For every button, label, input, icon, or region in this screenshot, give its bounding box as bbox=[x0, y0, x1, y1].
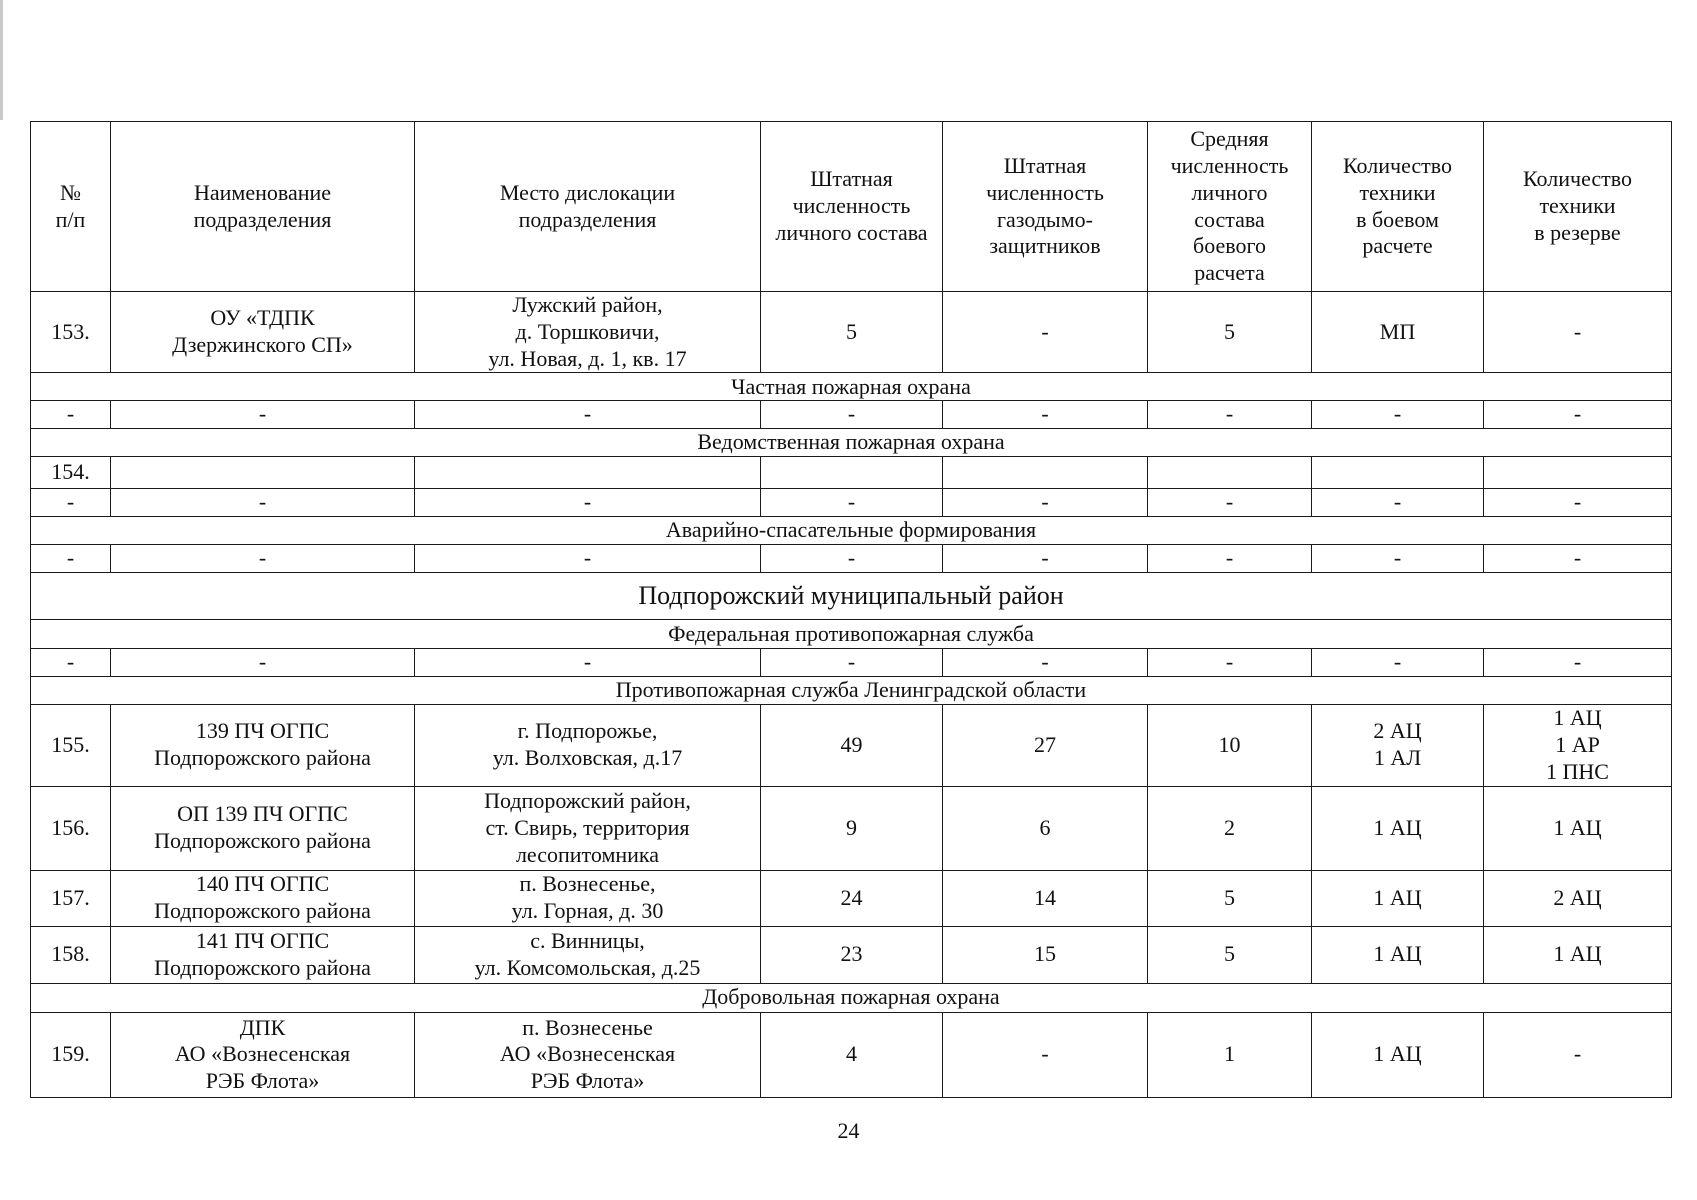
cell-location: - bbox=[415, 401, 761, 429]
cell-gas-smoke-protectors: - bbox=[943, 489, 1148, 517]
cell-unit-name: - bbox=[111, 489, 415, 517]
cell-unit-name: - bbox=[111, 545, 415, 573]
cell-location: - bbox=[415, 545, 761, 573]
section-header-row bbox=[31, 619, 1672, 648]
section-title: Частная пожарная охрана bbox=[31, 373, 1672, 401]
cell-average-crew: - bbox=[1148, 545, 1312, 573]
cell-location: с. Винницы, ул. Комсомольская, д.25 bbox=[415, 926, 761, 983]
district-title: Подпорожский муниципальный район bbox=[31, 572, 1672, 619]
fire-units-table bbox=[30, 121, 1672, 1098]
cell-unit-name: 140 ПЧ ОГПС Подпорожского района bbox=[111, 870, 415, 926]
cell-number: 154. bbox=[31, 457, 111, 489]
table-row bbox=[31, 870, 1672, 926]
cell-gas-smoke-protectors bbox=[943, 457, 1148, 489]
cell-unit-name: 141 ПЧ ОГПС Подпорожского района bbox=[111, 926, 415, 983]
cell-equipment-reserve: - bbox=[1484, 401, 1672, 429]
header-gas-smoke-protectors: Штатная численность газодымо- защитников bbox=[943, 122, 1148, 292]
header-equipment-reserve: Количество техники в резерве bbox=[1484, 122, 1672, 292]
cell-equipment-combat: 1 АЦ bbox=[1312, 1012, 1484, 1097]
section-title: Аварийно-спасательные формирования bbox=[31, 517, 1672, 545]
cell-location: п. Вознесенье, ул. Горная, д. 30 bbox=[415, 870, 761, 926]
cell-gas-smoke-protectors: - bbox=[943, 1012, 1148, 1097]
cell-equipment-combat: - bbox=[1312, 545, 1484, 573]
cell-unit-name: ОП 139 ПЧ ОГПС Подпорожского района bbox=[111, 786, 415, 870]
cell-location: Подпорожский район, ст. Свирь, территория лесопитомника bbox=[415, 786, 761, 870]
cell-location: - bbox=[415, 648, 761, 676]
table-row bbox=[31, 1012, 1672, 1097]
cell-number: 156. bbox=[31, 786, 111, 870]
cell-equipment-combat: 2 АЦ 1 АЛ bbox=[1312, 704, 1484, 786]
cell-gas-smoke-protectors: - bbox=[943, 292, 1148, 373]
cell-staff-count: - bbox=[761, 545, 943, 573]
cell-number: 159. bbox=[31, 1012, 111, 1097]
cell-average-crew: - bbox=[1148, 648, 1312, 676]
cell-equipment-reserve: - bbox=[1484, 292, 1672, 373]
cell-gas-smoke-protectors: 27 bbox=[943, 704, 1148, 786]
cell-staff-count: 9 bbox=[761, 786, 943, 870]
cell-number: - bbox=[31, 545, 111, 573]
table-row bbox=[31, 401, 1672, 429]
table-body bbox=[31, 292, 1672, 1098]
cell-equipment-combat: 1 АЦ bbox=[1312, 926, 1484, 983]
table-row bbox=[31, 648, 1672, 676]
cell-average-crew: 10 bbox=[1148, 704, 1312, 786]
cell-unit-name bbox=[111, 457, 415, 489]
cell-location: п. Вознесенье АО «Вознесенская РЭБ Флота» bbox=[415, 1012, 761, 1097]
header-unit-name: Наименование подразделения bbox=[111, 122, 415, 292]
cell-staff-count: - bbox=[761, 489, 943, 517]
cell-average-crew: 1 bbox=[1148, 1012, 1312, 1097]
cell-number: 157. bbox=[31, 870, 111, 926]
cell-staff-count: 24 bbox=[761, 870, 943, 926]
section-header-row bbox=[31, 983, 1672, 1012]
cell-equipment-reserve: 2 АЦ bbox=[1484, 870, 1672, 926]
cell-location: г. Подпорожье, ул. Волховская, д.17 bbox=[415, 704, 761, 786]
header-average-crew: Средняя численность личного состава боевого расчета bbox=[1148, 122, 1312, 292]
cell-equipment-combat: 1 АЦ bbox=[1312, 870, 1484, 926]
cell-number: - bbox=[31, 489, 111, 517]
cell-unit-name: 139 ПЧ ОГПС Подпорожского района bbox=[111, 704, 415, 786]
table-row bbox=[31, 457, 1672, 489]
header-staff-count: Штатная численность личного состава bbox=[761, 122, 943, 292]
cell-number: 155. bbox=[31, 704, 111, 786]
cell-staff-count: 23 bbox=[761, 926, 943, 983]
cell-equipment-reserve: 1 АЦ bbox=[1484, 786, 1672, 870]
cell-unit-name: ДПК АО «Вознесенская РЭБ Флота» bbox=[111, 1012, 415, 1097]
section-header-row bbox=[31, 373, 1672, 401]
cell-average-crew: - bbox=[1148, 489, 1312, 517]
cell-unit-name: ОУ «ТДПК Дзержинского СП» bbox=[111, 292, 415, 373]
table-row bbox=[31, 786, 1672, 870]
cell-number: - bbox=[31, 401, 111, 429]
header-equipment-combat: Количество техники в боевом расчете bbox=[1312, 122, 1484, 292]
table-row bbox=[31, 545, 1672, 573]
cell-unit-name: - bbox=[111, 401, 415, 429]
scan-edge-mark bbox=[0, 0, 3, 120]
table-header-row bbox=[31, 122, 1672, 292]
cell-gas-smoke-protectors: 14 bbox=[943, 870, 1148, 926]
section-header-row bbox=[31, 429, 1672, 457]
cell-average-crew: 2 bbox=[1148, 786, 1312, 870]
table-row bbox=[31, 489, 1672, 517]
cell-average-crew: 5 bbox=[1148, 292, 1312, 373]
cell-equipment-combat: МП bbox=[1312, 292, 1484, 373]
page-number: 24 bbox=[837, 1118, 860, 1143]
district-header-row bbox=[31, 572, 1672, 619]
cell-equipment-combat: 1 АЦ bbox=[1312, 786, 1484, 870]
section-title: Федеральная противопожарная служба bbox=[31, 619, 1672, 648]
table-row bbox=[31, 292, 1672, 373]
table-row bbox=[31, 926, 1672, 983]
cell-unit-name: - bbox=[111, 648, 415, 676]
cell-gas-smoke-protectors: - bbox=[943, 648, 1148, 676]
table-row bbox=[31, 704, 1672, 786]
cell-equipment-reserve bbox=[1484, 457, 1672, 489]
cell-equipment-combat: - bbox=[1312, 648, 1484, 676]
cell-staff-count: 4 bbox=[761, 1012, 943, 1097]
cell-gas-smoke-protectors: - bbox=[943, 545, 1148, 573]
section-title: Противопожарная служба Ленинградской области bbox=[31, 676, 1672, 704]
cell-average-crew: - bbox=[1148, 401, 1312, 429]
header-number: № п/п bbox=[31, 122, 111, 292]
cell-equipment-reserve: - bbox=[1484, 545, 1672, 573]
cell-staff-count: 5 bbox=[761, 292, 943, 373]
cell-number: 158. bbox=[31, 926, 111, 983]
cell-staff-count bbox=[761, 457, 943, 489]
cell-average-crew: 5 bbox=[1148, 870, 1312, 926]
cell-equipment-reserve: - bbox=[1484, 648, 1672, 676]
section-header-row bbox=[31, 517, 1672, 545]
cell-location bbox=[415, 457, 761, 489]
cell-gas-smoke-protectors: - bbox=[943, 401, 1148, 429]
section-title: Добровольная пожарная охрана bbox=[31, 983, 1672, 1012]
cell-equipment-reserve: - bbox=[1484, 489, 1672, 517]
cell-gas-smoke-protectors: 15 bbox=[943, 926, 1148, 983]
cell-equipment-reserve: 1 АЦ bbox=[1484, 926, 1672, 983]
cell-average-crew: 5 bbox=[1148, 926, 1312, 983]
cell-number: - bbox=[31, 648, 111, 676]
cell-staff-count: - bbox=[761, 401, 943, 429]
cell-average-crew bbox=[1148, 457, 1312, 489]
cell-location: Лужский район, д. Торшковичи, ул. Новая, д. 1, кв. 17 bbox=[415, 292, 761, 373]
section-header-row bbox=[31, 676, 1672, 704]
cell-staff-count: - bbox=[761, 648, 943, 676]
cell-equipment-combat bbox=[1312, 457, 1484, 489]
cell-equipment-combat: - bbox=[1312, 489, 1484, 517]
cell-equipment-reserve: - bbox=[1484, 1012, 1672, 1097]
cell-location: - bbox=[415, 489, 761, 517]
cell-equipment-combat: - bbox=[1312, 401, 1484, 429]
header-location: Место дислокации подразделения bbox=[415, 122, 761, 292]
cell-number: 153. bbox=[31, 292, 111, 373]
cell-gas-smoke-protectors: 6 bbox=[943, 786, 1148, 870]
section-title: Ведомственная пожарная охрана bbox=[31, 429, 1672, 457]
cell-staff-count: 49 bbox=[761, 704, 943, 786]
cell-equipment-reserve: 1 АЦ 1 АР 1 ПНС bbox=[1484, 704, 1672, 786]
